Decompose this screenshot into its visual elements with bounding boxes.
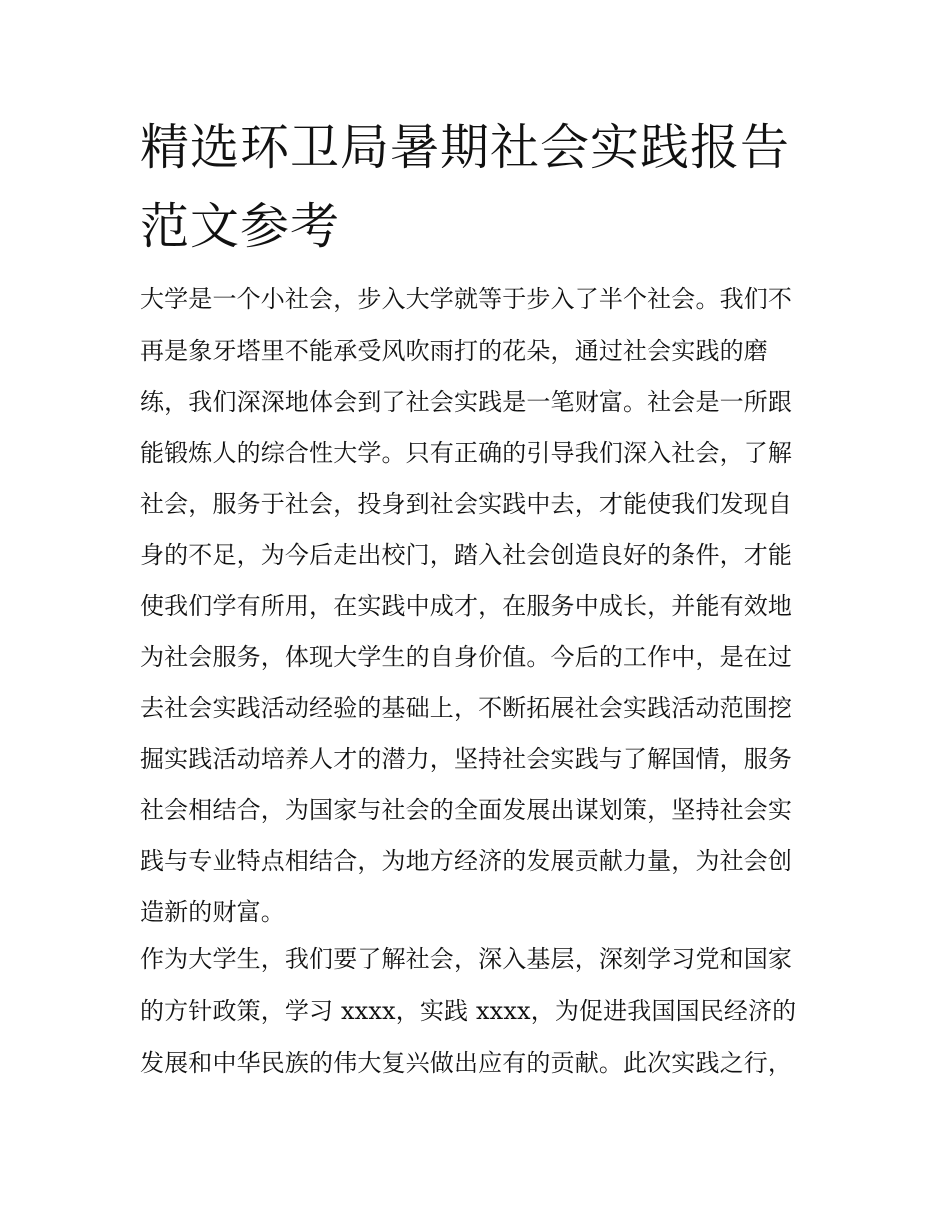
paragraph-1-line: 造新的财富。 (140, 898, 285, 926)
paragraph-1-line: 练，我们深深地体会到了社会实践是一笔财富。社会是一所跟 (140, 388, 793, 416)
paragraph-2-line: 发展和中华民族的伟大复兴做出应有的贡献。此次实践之行， (140, 1049, 793, 1077)
paragraph-2-line: 作为大学生，我们要了解社会，深入基层，深刻学习党和国家 (140, 945, 793, 973)
paragraph-1-line: 大学是一个小社会，步入大学就等于步入了半个社会。我们不 (140, 285, 793, 313)
paragraph-1-line: 再是象牙塔里不能承受风吹雨打的花朵，通过社会实践的磨 (140, 337, 768, 365)
paragraph-1-line: 社会相结合，为国家与社会的全面发展出谋划策，坚持社会实 (140, 796, 793, 824)
paragraph-1-line: 为社会服务，体现大学生的自身价值。今后的工作中，是在过 (140, 643, 793, 671)
paragraph-2-line: 的方针政策，学习 xxxx，实践 xxxx，为促进我国国民经济的 (140, 997, 797, 1025)
paragraph-1-line: 社会，服务于社会，投身到社会实践中去，才能使我们发现自 (140, 490, 793, 518)
paragraph-1-line: 践与专业特点相结合，为地方经济的发展贡献力量，为社会创 (140, 847, 793, 875)
paragraph-1-line: 能锻炼人的综合性大学。只有正确的引导我们深入社会，了解 (140, 439, 793, 467)
paragraph-1-line: 去社会实践活动经验的基础上，不断拓展社会实践活动范围挖 (140, 694, 793, 722)
document-title-line-2: 范文参考 (140, 198, 341, 255)
paragraph-1-line: 使我们学有所用，在实践中成才，在服务中成长，并能有效地 (140, 592, 793, 620)
document-title-line-1: 精选环卫局暑期社会实践报告 (140, 119, 791, 176)
paragraph-1-line: 掘实践活动培养人才的潜力，坚持社会实践与了解国情，服务 (140, 745, 793, 773)
paragraph-1-line: 身的不足，为今后走出校门，踏入社会创造良好的条件，才能 (140, 541, 793, 569)
